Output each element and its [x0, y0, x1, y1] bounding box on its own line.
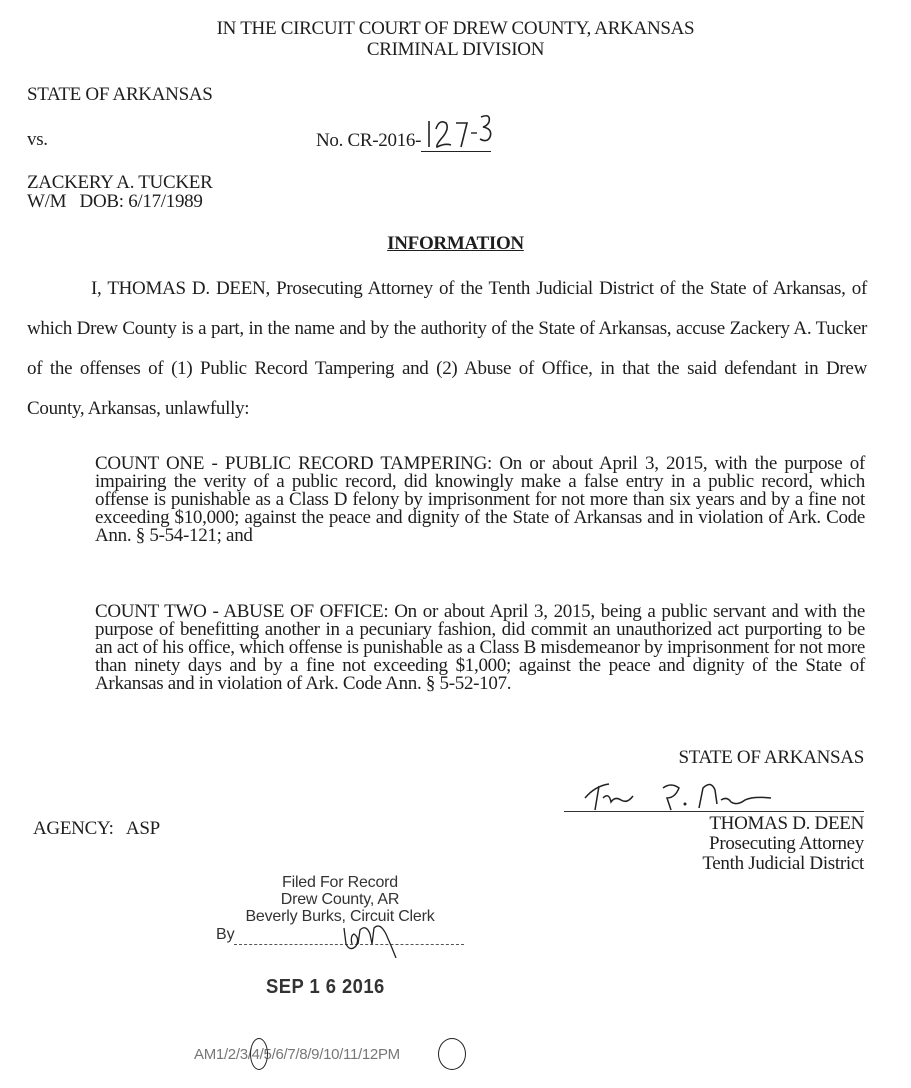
- stamp-date: SEP 1 6 2016: [266, 976, 385, 998]
- prosecutor-district: Tenth Judicial District: [702, 853, 864, 874]
- prosecutor-signature-icon: [575, 776, 875, 816]
- signature-state: STATE OF ARKANSAS: [678, 747, 864, 768]
- case-number-handwritten: [421, 125, 491, 152]
- circled-hour-icon: [250, 1038, 268, 1070]
- intro-paragraph: I, THOMAS D. DEEN, Prosecuting Attorney of the Tenth Judicial District of the State of Arkansas, of which Drew County is a part, in the name and by the authority of the State of Arkansas, accuse Zackery A. Tucker of the offenses of (1) Public Record Tampering and (2) Abuse of Office, in that the said defendant in Drew County, Arkansas, unlawfully:: [27, 278, 867, 419]
- stamp-line-3: Beverly Burks, Circuit Clerk: [245, 908, 435, 925]
- agency: AGENCY: ASP: [33, 818, 160, 839]
- defendant-block: [27, 173, 212, 211]
- plaintiff: STATE OF ARKANSAS: [27, 84, 213, 105]
- case-number: [316, 125, 491, 152]
- court-header: [0, 18, 911, 60]
- stamp-line-2: Drew County, AR: [280, 891, 400, 908]
- document-title: INFORMATION: [387, 233, 524, 254]
- defendant-name: ZACKERY A. TUCKER: [27, 172, 213, 193]
- prosecutor-title: Prosecuting Attorney: [709, 833, 864, 854]
- stamp-line-1: Filed For Record: [282, 874, 398, 891]
- defendant-info: W/M DOB: 6/17/1989: [27, 191, 203, 212]
- signature-details: [702, 814, 864, 874]
- case-number-prefix: No. CR-2016-: [316, 130, 422, 151]
- stamp-time-scale: AM1/2/3/4/5/6/7/8/9/10/11/12PM: [194, 1046, 400, 1063]
- circled-pm-icon: [438, 1038, 466, 1070]
- handwritten-case-number-icon: [423, 113, 518, 149]
- count-one: COUNT ONE - PUBLIC RECORD TAMPERING: On or about April 3, 2015, with the purpose of impairing the verity of a public record, did knowingly make a false entry in a public record, which offense is punishable as a Class D felony by imprisonment for not more than six years and by a fine not exceeding $10,000; against the peace and dignity of the State of Arkansas and in violation of Ark. Code Ann. § 5-54-121; and: [95, 453, 865, 546]
- clerk-initials-icon: [340, 918, 410, 958]
- signature-line: [564, 811, 864, 812]
- count-two: COUNT TWO - ABUSE OF OFFICE: On or about April 3, 2015, being a public servant and with the purpose of benefitting another in a pecuniary fashion, did commit an unauthorized act purporting to be an act of his office, which offense is punishable as a Class B misdemeanor by imprisonment for not more than ninety days and by a fine not exceeding $1,000; against the peace and dignity of the State of Arkansas and in violation of Ark. Code Ann. § 5-52-107.: [95, 601, 865, 694]
- stamp-by: By: [216, 926, 235, 943]
- court-division: CRIMINAL DIVISION: [366, 39, 545, 60]
- versus: vs.: [27, 129, 48, 150]
- court-name: IN THE CIRCUIT COURT OF DREW COUNTY, ARKANSAS: [216, 18, 695, 39]
- prosecutor-name: THOMAS D. DEEN: [709, 813, 864, 834]
